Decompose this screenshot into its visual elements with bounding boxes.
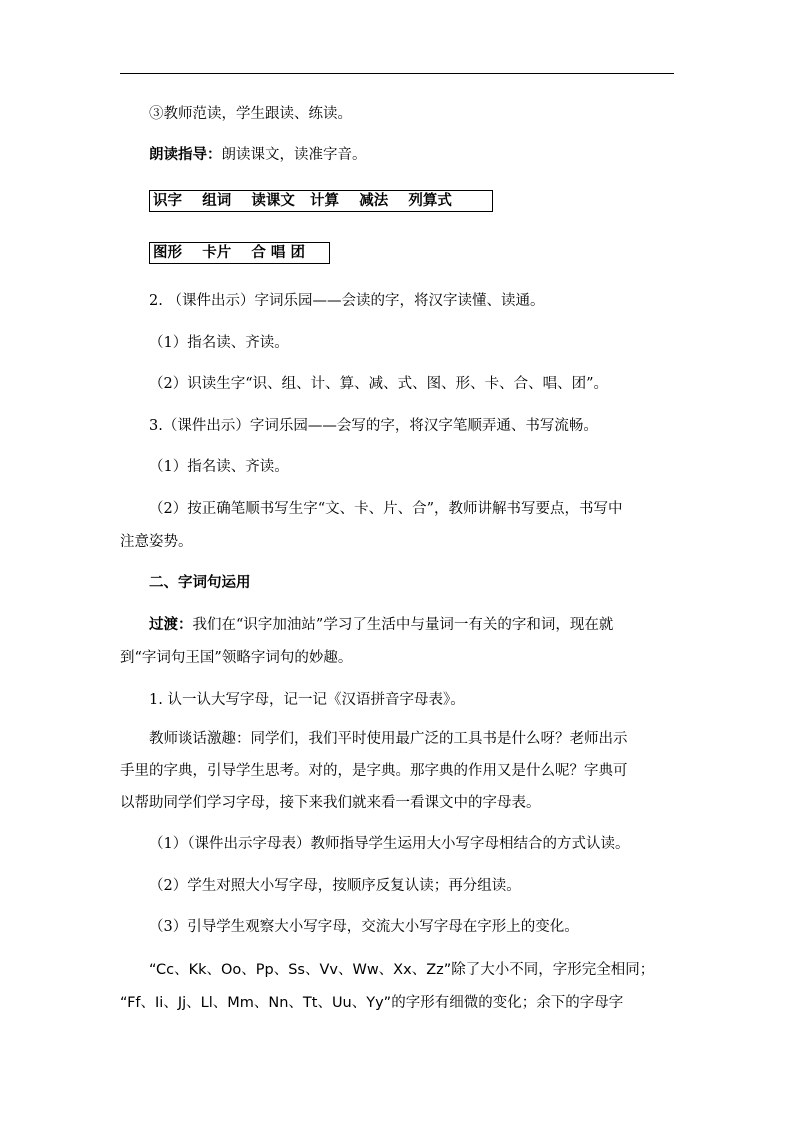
text-line: 手里的字典，引导学生思考。对的，是字典。那字典的作用又是什么呢？字典可 [120,763,628,779]
transition-label: 过渡： [149,616,193,633]
text-line: “Ff、Ii、Jj、Ll、Mm、Nn、Tt、Uu、Yy”的字形有细微的变化；余下的字母字 [120,995,624,1011]
reading-guide-label: 朗读指导： [149,146,222,163]
text-line: （3）引导学生观察大小写字母，交流大小写字母在字形上的变化。 [149,919,579,935]
text-line: （2）识读生字“识、组、计、算、减、式、图、形、卡、合、唱、团”。 [149,376,609,392]
text-line: （1）指名读、齐读。 [149,459,289,475]
text-line: 3.（课件出示）字词乐园——会写的字，将汉字笔顺弄通、书写流畅。 [149,418,598,434]
text-line: （1）指名读、齐读。 [149,335,289,351]
transition-text: 我们在“识字加油站”学习了生活中与量词一有关的字和词，现在就 [192,617,614,633]
text-line: ③教师范读，学生跟读、练读。 [149,106,352,122]
text-line: “Cc、Kk、Oo、Pp、Ss、Vv、Ww、Xx、Zz”除了大小不同，字形完全相同； [149,962,655,978]
text-line: 1. 认一认大写字母，记一记《汉语拼音字母表》。 [149,692,465,708]
reading-guide-text: 朗读课文，读准字音。 [221,147,367,163]
text-line: 教师谈话激趣：同学们，我们平时使用最广泛的工具书是什么呀？老师出示 [149,731,628,747]
text-line: （2）学生对照大小写字母，按顺序反复认读；再分组读。 [149,878,521,894]
text-line: （2）按正确笔顺书写生字“文、卡、片、合”，教师讲解书写要点，书写中 [149,501,623,517]
section-heading: 二、字词句运用 [149,574,251,591]
text-line: 2. （课件出示）字词乐园——会读的字，将汉字读懂、读通。 [149,293,545,309]
word-box-1: 识字 组词 读课文 计算 减法 列算式 [149,190,493,212]
text-line: 到“字词句王国”领略字词句的妙趣。 [120,650,353,666]
word-box-2: 图形 卡片 合 唱 团 [149,242,330,264]
text-line: 以帮助同学们学习字母，接下来我们就来看一看课文中的字母表。 [120,795,541,811]
header-rule [120,73,674,74]
text-line: 注意姿势。 [120,534,193,550]
transition-line [149,615,613,635]
reading-guide-line [149,145,367,165]
text-line: （1）（课件出示字母表）教师指导学生运用大小写字母相结合的方式认读。 [149,836,630,852]
